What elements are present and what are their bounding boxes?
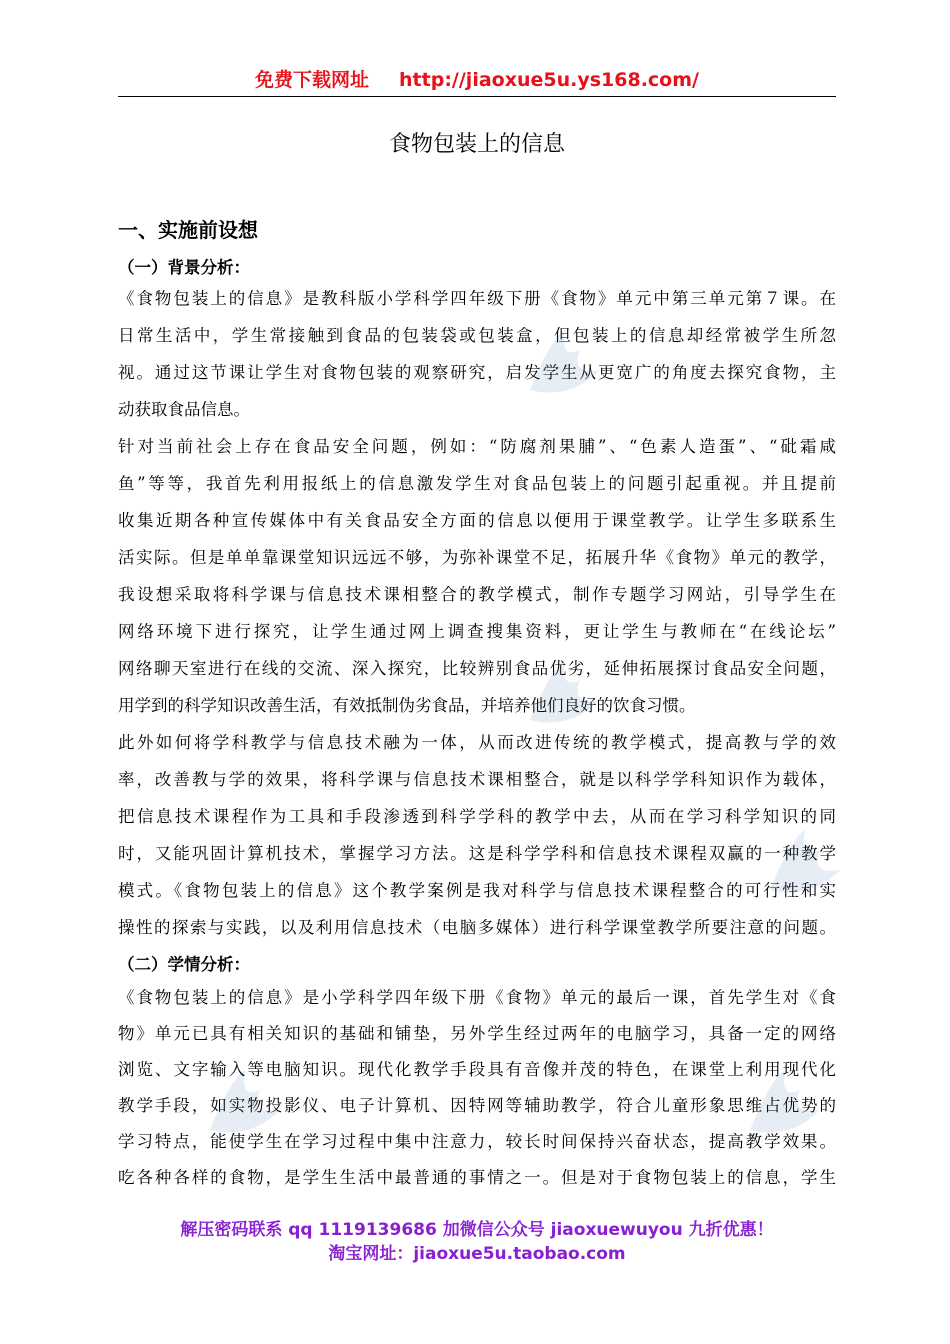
document-title: 食物包装上的信息 [388,132,565,157]
paragraph-line: 针对当前社会上存在食品安全问题，例如：“防腐剂果脯”、“色素人造蛋”、“砒霜咸 [118,437,836,456]
footer-store-link[interactable]: 淘宝网址：jiaoxue5u.taobao.com [328,1244,626,1264]
header-label: 免费下载网址 [255,69,370,91]
page-header [118,66,836,97]
paragraph-line: 浏览、文字输入等电脑知识。现代化教学手段具有音像并茂的特色，在课堂上利用现代化 [118,1060,836,1079]
paragraph-line: 收集近期各种宣传媒体中有关食品安全方面的信息以便用于课堂教学。让学生多联系生 [118,511,836,530]
paragraph-line: 动获取食品信息。 [118,400,250,419]
paragraph-line: 模式。《食物包装上的信息》这个教学案例是我对科学与信息技术课程整合的可行性和实 [118,881,836,900]
paragraph-line: 活实际。但是单单靠课堂知识远远不够，为弥补课堂不足，拓展升华《食物》单元的教学， [118,548,836,567]
footer-contact-line: 解压密码联系 qq 1119139686 加微信公众号 jiaoxuewuyou 九折优惠！ [180,1220,774,1240]
paragraph-line: 教学手段，如实物投影仪、电子计算机、因特网等辅助教学，符合儿童形象思维占优势的 [118,1096,836,1115]
paragraph-line: 此外如何将学科教学与信息技术融为一体，从而改进传统的教学模式，提高教与学的效 [118,733,836,752]
paragraph-line: 操性的探索与实践，以及利用信息技术（电脑多媒体）进行科学课堂教学所要注意的问题。 [118,918,836,937]
paragraph-line: 把信息技术课程作为工具和手段渗透到科学学科的教学中去，从而在学习科学知识的同 [118,807,836,826]
paragraph-line: 学习特点，能使学生在学习过程中集中注意力，较长时间保持兴奋状态，提高教学效果。 [118,1132,836,1151]
paragraph-line: 网络聊天室进行在线的交流、深入探究，比较辨别食品优劣，延伸拓展探讨食品安全问题， [118,659,836,678]
paragraph-line: 率，改善教与学的效果，将科学课与信息技术课相整合，就是以科学学科知识作为载体， [118,770,836,789]
paragraph-line: 视。通过这节课让学生对食物包装的观察研究，启发学生从更宽广的角度去探究食物，主 [118,363,836,382]
paragraph-line: 用学到的科学知识改善生活，有效抵制伪劣食品，并培养他们良好的饮食习惯。 [118,696,696,715]
paragraph-line: 我设想采取将科学课与信息技术课相整合的教学模式，制作专题学习网站，引导学生在 [118,585,836,604]
subsection-heading-learners: （二）学情分析： [118,955,250,974]
paragraph-line: 时，又能巩固计算机技术，掌握学习方法。这是科学学科和信息技术课程双赢的一种教学 [118,844,836,863]
paragraph-line: 鱼”等等，我首先利用报纸上的信息激发学生对食品包装上的问题引起重视。并且提前 [118,474,836,493]
paragraph-line: 网络环境下进行探究，让学生通过网上调查搜集资料，更让学生与教师在“在线论坛” [118,622,836,641]
paragraph-line: 日常生活中，学生常接触到食品的包装袋或包装盒，但包装上的信息却经常被学生所忽 [118,326,836,345]
paragraph-line: 《食物包装上的信息》是小学科学四年级下册《食物》单元的最后一课，首先学生对《食 [118,988,836,1007]
paragraph-line: 《食物包装上的信息》是教科版小学科学四年级下册《食物》单元中第三单元第７课。在 [118,289,836,308]
header-url-link[interactable]: http://jiaoxue5u.ys168.com/ [399,69,699,91]
subsection-heading-background: （一）背景分析： [118,258,250,277]
paragraph-line: 吃各种各样的食物，是学生生活中最普通的事情之一。但是对于食物包装上的信息，学生 [118,1168,836,1187]
section-heading: 一、实施前设想 [118,218,258,242]
paragraph-line: 物》单元已具有相关知识的基础和铺垫，另外学生经过两年的电脑学习，具备一定的网络 [118,1024,836,1043]
